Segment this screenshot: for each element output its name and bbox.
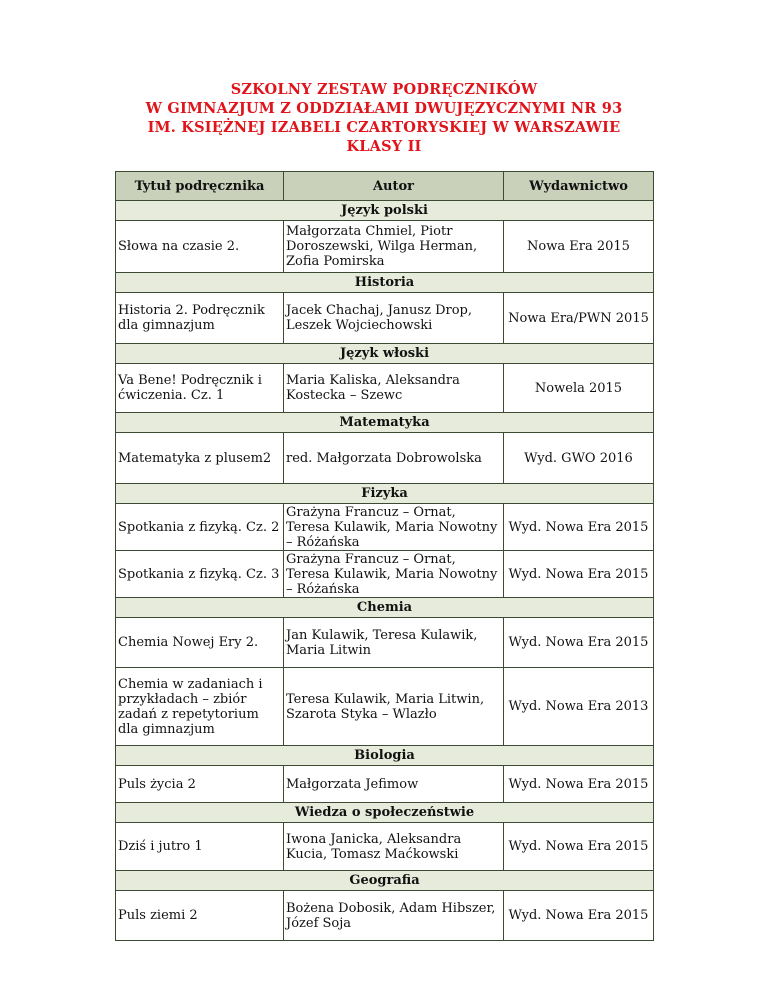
book-publisher: Wyd. Nowa Era 2015 [504,551,654,598]
book-title: Chemia w zadaniach i przykładach – zbiór zadań z repetytorium dla gimnazjum [116,668,284,746]
section-name: Geografia [116,871,654,891]
table-row [116,823,654,871]
textbook-table [115,171,654,941]
section-name: Fizyka [116,484,654,504]
section-name: Matematyka [116,413,654,433]
header-author: Autor [284,172,504,201]
book-title: Matematyka z plusem2 [116,433,284,484]
book-publisher: Nowa Era/PWN 2015 [504,293,654,344]
title-line: KLASY II [346,138,422,155]
book-title: Puls ziemi 2 [116,891,284,941]
book-author: Małgorzata Jefimow [284,766,504,803]
book-title: Spotkania z fizyką. Cz. 3 [116,551,284,598]
book-publisher: Wyd. Nowa Era 2013 [504,668,654,746]
book-title: Chemia Nowej Ery 2. [116,618,284,668]
title-line: SZKOLNY ZESTAW PODRĘCZNIKÓW [230,81,538,98]
book-publisher: Wyd. Nowa Era 2015 [504,504,654,551]
book-publisher: Wyd. Nowa Era 2015 [504,823,654,871]
section-name: Język włoski [116,344,654,364]
section-name: Wiedza o społeczeństwie [116,803,654,823]
book-publisher: Wyd. Nowa Era 2015 [504,618,654,668]
book-title: Słowa na czasie 2. [116,221,284,273]
section-row [116,746,654,766]
section-row [116,803,654,823]
section-row [116,413,654,433]
book-author: red. Małgorzata Dobrowolska [284,433,504,484]
book-publisher: Nowa Era 2015 [504,221,654,273]
book-title: Historia 2. Podręcznik dla gimnazjum [116,293,284,344]
section-row [116,273,654,293]
title-line: IM. KSIĘŻNEJ IZABELI CZARTORYSKIEJ W WARSZAWIE [147,119,621,136]
section-name: Biologia [116,746,654,766]
book-author: Jan Kulawik, Teresa Kulawik, Maria Litwin [284,618,504,668]
book-author: Bożena Dobosik, Adam Hibszer, Józef Soja [284,891,504,941]
book-author: Grażyna Francuz – Ornat, Teresa Kulawik, Maria Nowotny – Różańska [284,551,504,598]
book-author: Maria Kaliska, Aleksandra Kostecka – Szewc [284,364,504,413]
table-row [116,504,654,551]
table-row [116,221,654,273]
book-publisher: Nowela 2015 [504,364,654,413]
header-title: Tytuł podręcznika [116,172,284,201]
section-row [116,484,654,504]
section-row [116,201,654,221]
table-row [116,364,654,413]
section-name: Język polski [116,201,654,221]
header-publisher: Wydawnictwo [504,172,654,201]
book-publisher: Wyd. Nowa Era 2015 [504,891,654,941]
table-row [116,668,654,746]
section-name: Chemia [116,598,654,618]
table-row [116,551,654,598]
table-row [116,293,654,344]
book-author: Teresa Kulawik, Maria Litwin, Szarota Styka – Wlazło [284,668,504,746]
section-row [116,344,654,364]
book-title: Va Bene! Podręcznik i ćwiczenia. Cz. 1 [116,364,284,413]
title-line: W GIMNAZJUM Z ODDZIAŁAMI DWUJĘZYCZNYMI NR 93 [145,100,623,117]
book-author: Małgorzata Chmiel, Piotr Doroszewski, Wilga Herman, Zofia Pomirska [284,221,504,273]
header-row [116,172,654,201]
book-title: Spotkania z fizyką. Cz. 2 [116,504,284,551]
book-author: Iwona Janicka, Aleksandra Kucia, Tomasz Maćkowski [284,823,504,871]
table-row [116,433,654,484]
table-row [116,618,654,668]
book-title: Puls życia 2 [116,766,284,803]
book-publisher: Wyd. GWO 2016 [504,433,654,484]
table-row [116,766,654,803]
book-title: Dziś i jutro 1 [116,823,284,871]
section-name: Historia [116,273,654,293]
table-row [116,891,654,941]
book-author: Grażyna Francuz – Ornat, Teresa Kulawik, Maria Nowotny – Różańska [284,504,504,551]
section-row [116,871,654,891]
document-title [0,80,768,156]
section-row [116,598,654,618]
book-publisher: Wyd. Nowa Era 2015 [504,766,654,803]
book-author: Jacek Chachaj, Janusz Drop, Leszek Wojciechowski [284,293,504,344]
